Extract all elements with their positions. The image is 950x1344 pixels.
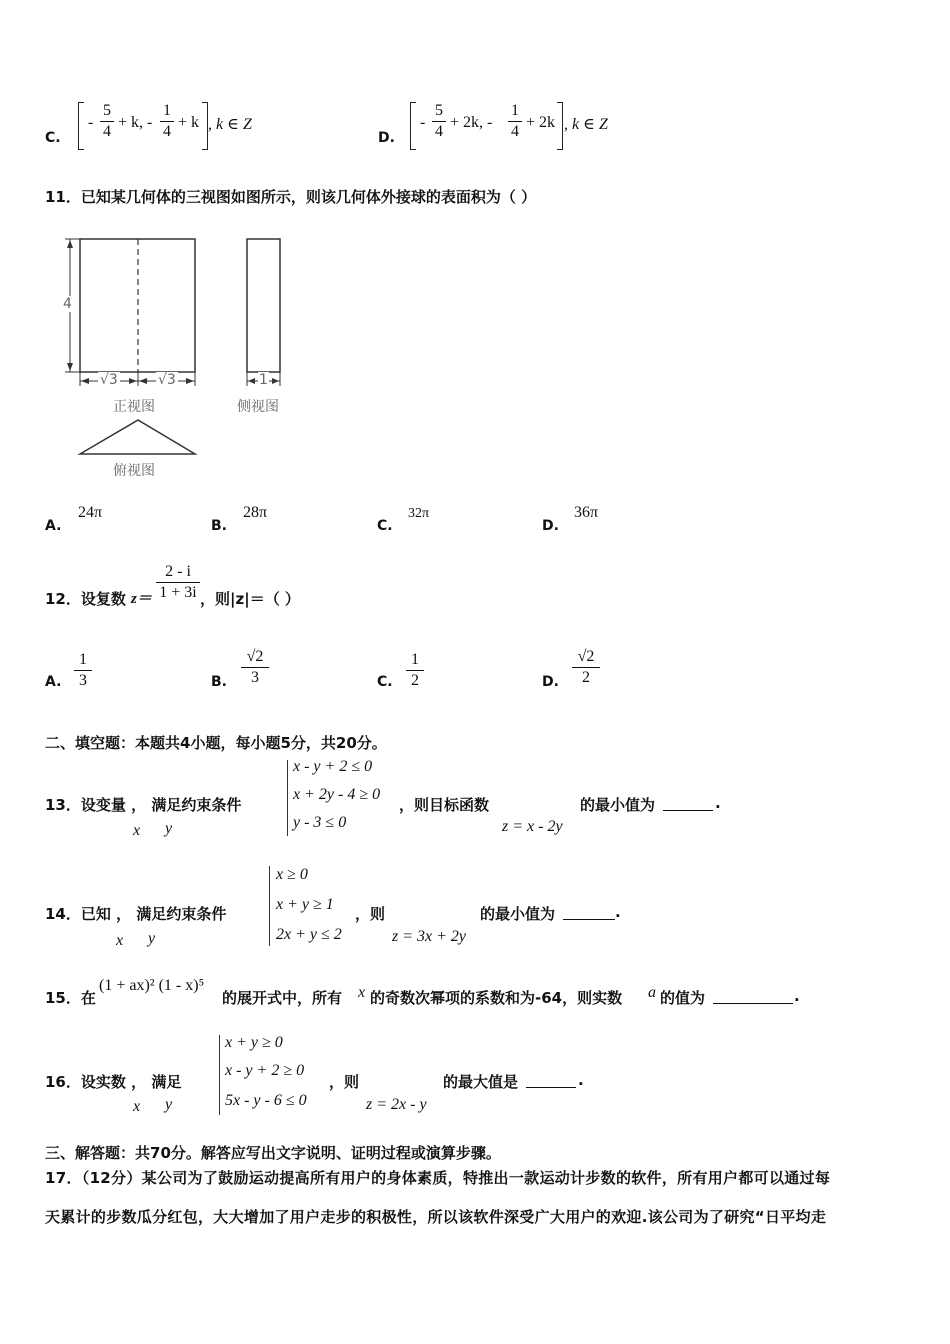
q10-d-frac-2: 1 4 bbox=[508, 102, 522, 141]
q13-constraint-2: x + 2y - 4 ≥ 0 bbox=[293, 786, 381, 803]
q16-constraint-2: x - y + 2 ≥ 0 bbox=[225, 1062, 305, 1079]
three-view-figure bbox=[60, 232, 300, 482]
minus-sign: - bbox=[420, 114, 426, 131]
q15-stem-c: 的奇数次幂项的系数和为-64，则实数 bbox=[370, 989, 623, 1007]
q15-answer-blank[interactable] bbox=[713, 987, 793, 1008]
q13-var-x: x bbox=[133, 822, 141, 839]
section-3-heading: 三、解答题：共70分。解答应写出文字说明、证明过程或演算步骤。 bbox=[45, 1144, 501, 1162]
q14-constraint-1: x ≥ 0 bbox=[276, 866, 308, 883]
q10-c-mid-1: + k, - bbox=[118, 114, 153, 131]
q11-option-c-value: 32π bbox=[408, 506, 430, 521]
q12-option-d-label: D. bbox=[542, 674, 559, 690]
q10-c-frac-1: 5 4 bbox=[100, 102, 114, 141]
q13-constraint-3: y - 3 ≤ 0 bbox=[293, 814, 347, 831]
q16-target: z = 2x - y bbox=[366, 1096, 427, 1113]
q14-constraint-2: x + y ≥ 1 bbox=[276, 896, 334, 913]
q16-brace bbox=[219, 1035, 220, 1115]
q13-brace bbox=[287, 760, 288, 836]
q14-stem-a: 14．已知 ， 满足约束条件 bbox=[45, 905, 227, 923]
q14-end: . bbox=[615, 903, 621, 921]
q16-constraint-1: x + y ≥ 0 bbox=[225, 1034, 283, 1051]
q16-answer-blank[interactable] bbox=[526, 1071, 576, 1092]
q14-stem-b: ，则 bbox=[355, 905, 386, 923]
q14-var-y: y bbox=[148, 930, 156, 947]
q12-option-c-label: C. bbox=[377, 674, 393, 690]
q11-option-d-value: 36π bbox=[574, 504, 599, 521]
q14-constraint-3: 2x + y ≤ 2 bbox=[276, 926, 342, 943]
front-view-caption: 正视图 bbox=[113, 399, 155, 415]
q16-stem-a: 16．设实数 ， 满足 bbox=[45, 1073, 182, 1091]
q12-option-b-label: B. bbox=[211, 674, 227, 690]
q15-end: . bbox=[794, 987, 800, 1005]
q12-option-c-frac: 1 2 bbox=[406, 651, 424, 690]
q13-stem-b: ，则目标函数 bbox=[399, 796, 490, 814]
q10-c-frac-2: 1 4 bbox=[160, 102, 174, 141]
q12-option-a-frac: 1 3 bbox=[74, 651, 92, 690]
q11-option-d-label: D. bbox=[542, 518, 559, 534]
q17-line-2: 天累计的步数瓜分红包，大大增加了用户走步的积极性，所以该软件深受广大用户的欢迎.该公司为了研究“日平均走 bbox=[45, 1208, 827, 1226]
q14-stem-c: 的最小值为 bbox=[480, 905, 556, 923]
q10-c-mid-2: + k bbox=[178, 114, 200, 131]
q10-d-tail: , k ∈ Z bbox=[564, 116, 608, 133]
q15-var-x: x bbox=[358, 984, 366, 1001]
q12-stem-post: ，则|z|＝（ ） bbox=[200, 590, 300, 608]
q12-option-d-frac: √2 2 bbox=[572, 648, 600, 687]
q10-option-d-label: D. bbox=[378, 130, 395, 146]
minus-sign: - bbox=[88, 114, 94, 131]
q11-option-a-label: A. bbox=[45, 518, 62, 534]
q13-target: z = x - 2y bbox=[502, 818, 563, 835]
q13-constraint-1: x - y + 2 ≤ 0 bbox=[293, 758, 373, 775]
q12-z-eq: z＝ bbox=[131, 591, 152, 607]
side-view-caption: 侧视图 bbox=[237, 399, 279, 415]
q12-fraction: 2 - i 1 + 3i bbox=[156, 563, 200, 602]
q10-d-mid-2: + 2k bbox=[526, 114, 556, 131]
q17-line-1: 17．（12分）某公司为了鼓励运动提高所有用户的身体素质，特推出一款运动计步数的软件，所有用户都可以通过每 bbox=[45, 1169, 831, 1187]
q11-option-c-label: C. bbox=[377, 518, 393, 534]
q14-answer-blank[interactable] bbox=[563, 903, 615, 924]
q13-stem-c: 的最小值为 bbox=[580, 796, 656, 814]
q11-option-b-label: B. bbox=[211, 518, 227, 534]
q10-option-d-expr bbox=[410, 100, 630, 150]
q16-stem-c: 的最大值是 bbox=[443, 1073, 519, 1091]
q15-var-a: a bbox=[648, 984, 656, 1001]
q11-stem: 11．已知某几何体的三视图如图所示，则该几何体外接球的表面积为（ ） bbox=[45, 188, 537, 206]
q11-option-a-value: 24π bbox=[78, 504, 103, 521]
q12-stem-pre: 12．设复数 bbox=[45, 590, 126, 608]
q10-option-c-label: C. bbox=[45, 130, 61, 146]
q16-constraint-3: 5x - y - 6 ≤ 0 bbox=[225, 1092, 307, 1109]
q14-brace bbox=[269, 866, 270, 946]
top-view-caption: 俯视图 bbox=[113, 463, 155, 479]
q15-stem-b: 的展开式中，所有 bbox=[222, 989, 343, 1007]
q13-stem-a: 13．设变量 ， 满足约束条件 bbox=[45, 796, 242, 814]
q16-end: . bbox=[578, 1071, 584, 1089]
q14-target: z = 3x + 2y bbox=[392, 928, 467, 945]
q16-var-x: x bbox=[133, 1098, 141, 1115]
q10-option-c-expr bbox=[78, 100, 278, 150]
q10-c-tail: , k ∈ Z bbox=[208, 116, 252, 133]
q16-stem-b: ，则 bbox=[329, 1073, 360, 1091]
section-2-heading: 二、填空题：本题共4小题，每小题5分，共20分。 bbox=[45, 734, 387, 752]
width-dim-label-1: √3 bbox=[100, 372, 118, 388]
q12-option-a-label: A. bbox=[45, 674, 62, 690]
width-dim-label-2: √3 bbox=[158, 372, 176, 388]
q11-option-b-value: 28π bbox=[243, 504, 268, 521]
q13-end: . bbox=[715, 794, 721, 812]
height-dim-label: 4 bbox=[63, 296, 72, 312]
q12-option-b-frac: √2 3 bbox=[241, 648, 269, 687]
q15-stem-d: 的值为 bbox=[660, 989, 706, 1007]
q14-var-x: x bbox=[116, 932, 124, 949]
q15-stem-a: 15．在 bbox=[45, 989, 96, 1007]
side-view-rect bbox=[247, 239, 280, 372]
top-view-triangle bbox=[80, 420, 195, 454]
q10-d-frac-1: 5 4 bbox=[432, 102, 446, 141]
q16-var-y: y bbox=[165, 1096, 173, 1113]
q15-expression: (1 + ax)² (1 - x)⁵ bbox=[99, 977, 205, 994]
side-dim-label: 1 bbox=[259, 372, 268, 388]
q10-d-mid-1: + 2k, - bbox=[450, 114, 493, 131]
q13-var-y: y bbox=[165, 820, 173, 837]
q13-answer-blank[interactable] bbox=[663, 794, 713, 815]
